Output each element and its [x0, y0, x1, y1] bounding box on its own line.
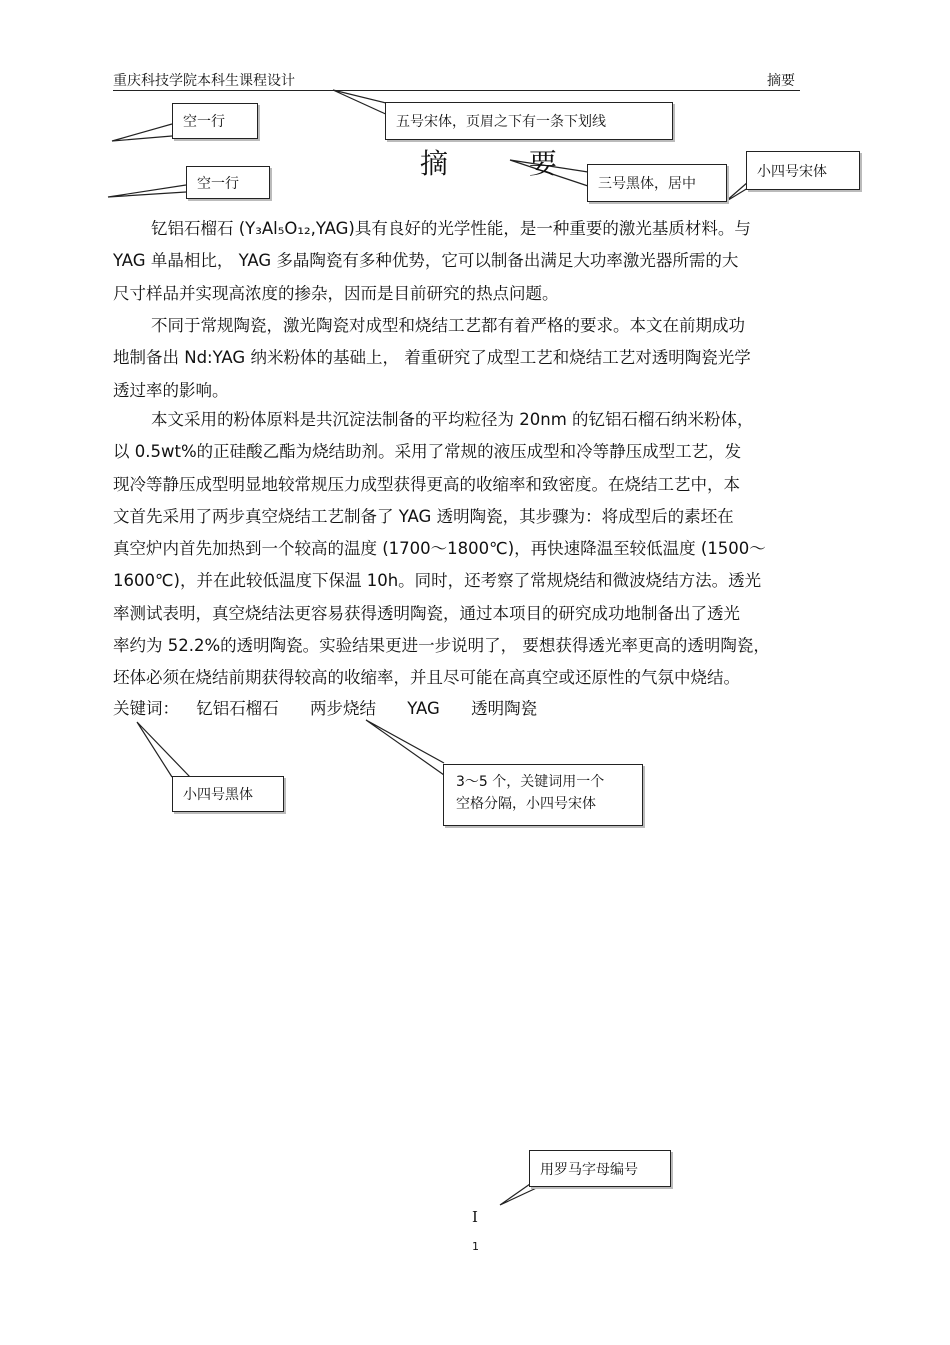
pointer-body-note — [725, 182, 748, 202]
paragraph-line: 本文采用的粉体原料是共沉淀法制备的平均粒径为 20nm 的钇铝石榴石纳米粉体， — [151, 410, 754, 429]
paragraph-line: 以 0.5wt%的正硅酸乙酯为烧结助剂。采用了常规的液压成型和冷等静压成型工艺，发 — [113, 442, 742, 462]
paragraph-line: 不同于常规陶瓷，激光陶瓷对成型和烧结工艺都有着严格的要求。本文在前期成功 — [151, 316, 745, 335]
abstract-paragraph-2 — [113, 310, 853, 407]
keyword-item: 透明陶瓷 — [471, 699, 538, 718]
callout-keyword-label-format: 小四号黑体 — [172, 776, 284, 812]
header-right-text: 摘要 — [767, 73, 795, 89]
paragraph-line: 率测试表明，真空烧结法更容易获得透明陶瓷，通过本项目的研究成功地制备出了透光 — [113, 603, 740, 623]
keyword-item: YAG — [407, 699, 440, 718]
abstract-title: 摘 要 — [420, 147, 593, 180]
pointer-kw-label-note — [137, 722, 190, 777]
paragraph-line: 地制备出 Nd:YAG 纳米粉体的基础上， 着重研究了成型工艺和烧结工艺对透明陶瓷光学 — [113, 348, 751, 368]
callout-body-format: 小四号宋体 — [746, 151, 860, 190]
page-number-roman: I — [472, 1208, 478, 1226]
paragraph-line: 1600℃)，并在此较低温度下保温 10h。同时，还考察了常规烧结和微波烧结方法。透光 — [113, 571, 762, 591]
paragraph-line: 现冷等静压成型明显地较常规压力成型获得更高的收缩率和致密度。在烧结工艺中，本 — [113, 474, 740, 494]
keyword-item: 两步烧结 — [310, 699, 376, 718]
abstract-paragraph-1 — [113, 213, 853, 310]
paragraph-line: 率约为 52.2%的透明陶瓷。实验结果更进一步说明了， 要想获得透光率更高的透明陶瓷， — [113, 636, 770, 656]
callout-blank-line-1: 空一行 — [172, 103, 258, 139]
callout-header-format: 五号宋体，页眉之下有一条下划线 — [385, 102, 673, 140]
header-left-text: 重庆科技学院本科生课程设计 — [113, 73, 295, 89]
abstract-paragraph-3 — [113, 404, 853, 695]
paragraph-line: 透过率的影响。 — [113, 380, 229, 400]
callout-keyword-format-line1: 3～5 个，关键词用一个 — [456, 774, 605, 790]
callout-keyword-format-line2: 空格分隔，小四号宋体 — [456, 796, 596, 812]
pointer-kw-note — [366, 720, 444, 775]
callout-title-format: 三号黑体，居中 — [587, 164, 727, 202]
pointer-blank2 — [108, 185, 186, 197]
pointer-page-note — [500, 1184, 545, 1205]
keyword-item: 钇铝石榴石 — [196, 699, 279, 718]
pointer-header-note — [333, 90, 390, 116]
pointer-blank1 — [112, 124, 172, 141]
callout-blank-line-2: 空一行 — [186, 166, 270, 199]
paragraph-line: 真空炉内首先加热到一个较高的温度 (1700～1800℃)，再快速降温至较低温度 (1500～ — [113, 539, 766, 559]
paragraph-line: YAG 单晶相比， YAG 多晶陶瓷有多种优势，它可以制备出满足大功率激光器所需的大 — [113, 251, 739, 271]
paragraph-line: 文首先采用了两步真空烧结工艺制备了 YAG 透明陶瓷，其步骤为：将成型后的素坯在 — [113, 506, 734, 526]
paragraph-line: 坯体必须在烧结前期获得较高的收缩率，并且尽可能在高真空或还原性的气氛中烧结。 — [113, 668, 740, 688]
paragraph-line: 钇铝石榴石 (Y₃Al₅O₁₂,YAG)具有良好的光学性能，是一种重要的激光基质材料。与 — [151, 219, 751, 238]
callout-page-number-format: 用罗马字母编号 — [529, 1150, 671, 1187]
paragraph-line: 尺寸样品并实现高浓度的掺杂，因而是目前研究的热点问题。 — [113, 283, 559, 303]
page-number-arabic: 1 — [472, 1240, 479, 1253]
callout-keyword-format — [443, 764, 643, 826]
keywords-line — [113, 695, 563, 719]
keywords-label: 关键词： — [113, 699, 179, 718]
